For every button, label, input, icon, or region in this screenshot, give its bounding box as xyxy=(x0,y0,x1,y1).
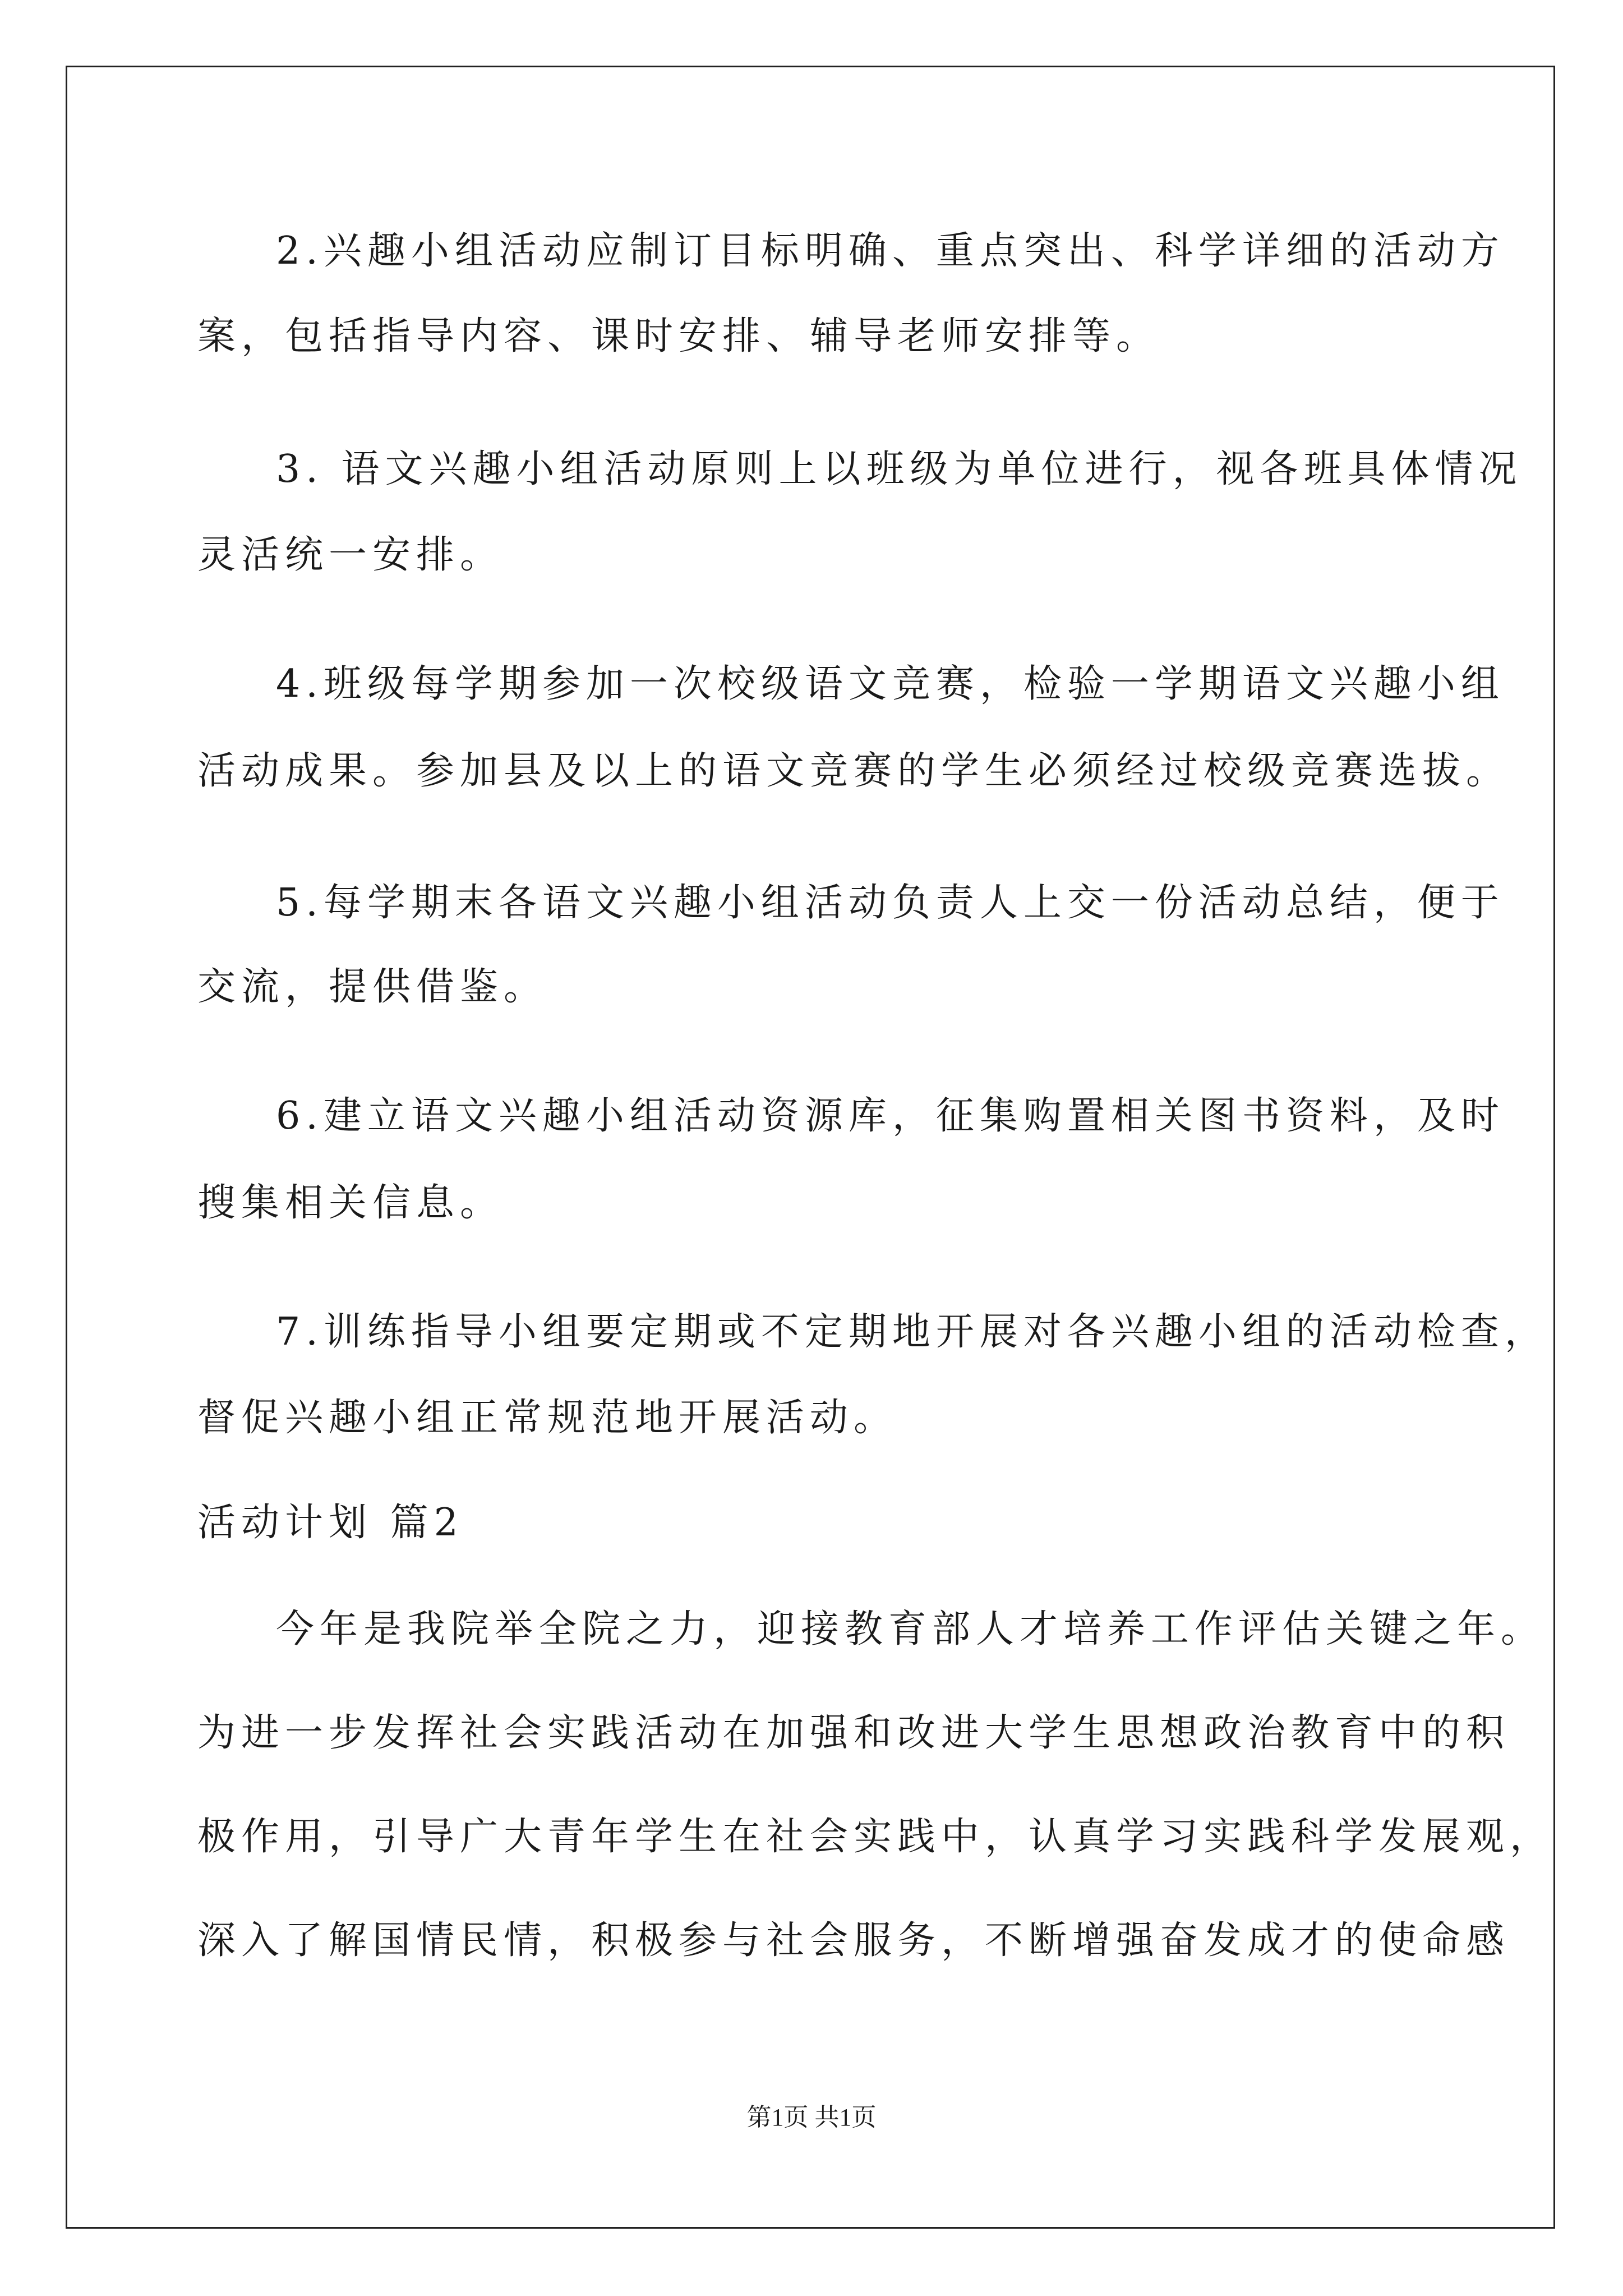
section-2-line-2: 为进一步发挥社会实践活动在加强和改进大学生思想政治教育中的积 xyxy=(197,1711,1510,1755)
section-2-line-3: 极作用，引导广大青年学生在社会实践中，认真学习实践科学发展观， xyxy=(197,1815,1554,1859)
paragraph-2-line-1: 2.兴趣小组活动应制订目标明确、重点突出、科学详细的活动方 xyxy=(276,229,1505,273)
paragraph-5-line-1: 5.每学期末各语文兴趣小组活动负责人上交一份活动总结，便于 xyxy=(276,881,1505,925)
paragraph-6-line-2: 搜集相关信息。 xyxy=(197,1181,504,1225)
paragraph-7-line-1: 7.训练指导小组要定期或不定期地开展对各兴趣小组的活动检查， xyxy=(276,1310,1548,1354)
paragraph-4-line-1: 4.班级每学期参加一次校级语文竞赛，检验一学期语文兴趣小组 xyxy=(276,662,1505,706)
section-heading: 活动计划 篇2 xyxy=(197,1501,464,1545)
paragraph-6-line-1: 6.建立语文兴趣小组活动资源库，征集购置相关图书资料，及时 xyxy=(276,1094,1505,1138)
paragraph-5-line-2: 交流，提供借鉴。 xyxy=(197,965,548,1009)
paragraph-7-line-2: 督促兴趣小组正常规范地开展活动。 xyxy=(197,1396,898,1440)
paragraph-3-line-1: 3. 语文兴趣小组活动原则上以班级为单位进行，视各班具体情况 xyxy=(276,447,1523,491)
page-footer: 第1页 共1页 xyxy=(746,2104,877,2131)
paragraph-4-line-2: 活动成果。参加县及以上的语文竞赛的学生必须经过校级竞赛选拔。 xyxy=(197,749,1510,793)
page-border xyxy=(66,66,1555,2229)
section-2-line-4: 深入了解国情民情，积极参与社会服务，不断增强奋发成才的使命感 xyxy=(197,1918,1510,1963)
paragraph-3-line-2: 灵活统一安排。 xyxy=(197,533,504,577)
paragraph-2-line-2: 案，包括指导内容、课时安排、辅导老师安排等。 xyxy=(197,314,1160,358)
section-2-line-1: 今年是我院举全院之力，迎接教育部人才培养工作评估关键之年。 xyxy=(276,1607,1545,1651)
